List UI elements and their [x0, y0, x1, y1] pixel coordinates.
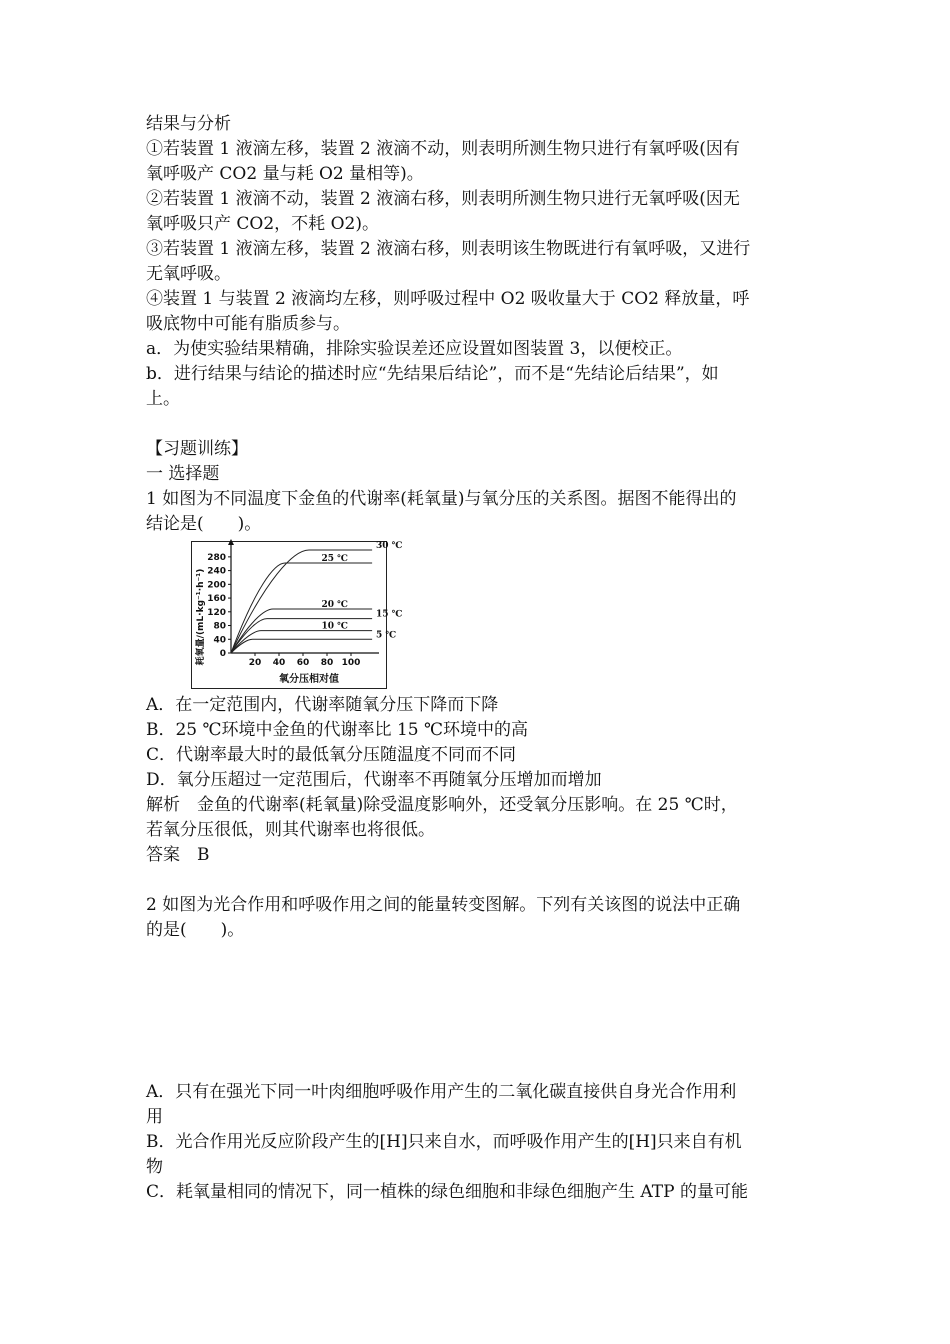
- question-2-option-b: B．光合作用光反应阶段产生的[H]只来自水，而呼吸作用产生的[H]只来自有机: [146, 1132, 742, 1152]
- exercise-subheading: 一 选择题: [146, 464, 220, 484]
- question-1-option-a: A．在一定范围内，代谢率随氧分压下降而下降: [146, 695, 499, 715]
- result-line: ③若装置 1 液滴左移，装置 2 液滴右移，则表明该生物既进行有氧呼吸，又进行: [146, 239, 751, 259]
- question-1-option-d: D．氧分压超过一定范围后，代谢率不再随氧分压增加而增加: [146, 770, 602, 790]
- y-tick-label: 80: [213, 621, 226, 632]
- result-line: 氧呼吸产 CO2 量与耗 O2 量相等)。: [146, 164, 424, 184]
- question-1-analysis: 解析 金鱼的代谢率(耗氧量)除受温度影响外，还受氧分压影响。在 25 ℃时，: [146, 795, 738, 815]
- y-tick-label: 240: [207, 566, 226, 577]
- y-tick-label: 120: [207, 607, 226, 618]
- question-2-stem: 的是( )。: [146, 920, 245, 940]
- x-axis-label: 氧分压相对值: [279, 674, 339, 685]
- result-line: 吸底物中可能有脂质参与。: [146, 314, 350, 334]
- question-2-option-a: A．只有在强光下同一叶肉细胞呼吸作用产生的二氧化碳直接供自身光合作用利: [146, 1082, 737, 1102]
- x-tick-label: 40: [272, 658, 286, 668]
- result-line: ①若装置 1 液滴左移，装置 2 液滴不动，则表明所测生物只进行有氧呼吸(因有: [146, 139, 740, 159]
- question-2-stem: 2 如图为光合作用和呼吸作用之间的能量转变图解。下列有关该图的说法中正确: [146, 895, 741, 915]
- series-label: 15 ℃: [376, 609, 403, 620]
- series-label: 20 ℃: [321, 600, 348, 611]
- question-1-stem: 1 如图为不同温度下金鱼的代谢率(耗氧量)与氧分压的关系图。据图不能得出的: [146, 489, 737, 509]
- x-tick-label: 100: [341, 658, 361, 668]
- series-label: 5 ℃: [376, 630, 397, 641]
- y-tick-label: 280: [207, 552, 226, 563]
- y-tick-label: 40: [213, 635, 226, 646]
- question-1-answer: 答案 B: [146, 845, 210, 865]
- y-axis-label: 耗氧量/(mL·kg⁻¹·h⁻¹): [196, 568, 206, 666]
- result-line: ②若装置 1 液滴不动，装置 2 液滴右移，则表明所测生物只进行无氧呼吸(因无: [146, 189, 740, 209]
- x-tick-label: 80: [320, 658, 334, 668]
- question-1-analysis: 若氧分压很低，则其代谢率也将很低。: [146, 820, 435, 840]
- y-tick-label: 160: [207, 594, 226, 605]
- result-line: 无氧呼吸。: [146, 264, 231, 284]
- section-heading: 结果与分析: [146, 114, 231, 134]
- chart-svg: [191, 541, 403, 689]
- question-1-stem: 结论是( )。: [146, 514, 262, 534]
- question-2-option-a-cont: 用: [146, 1107, 163, 1127]
- series-label: 25 ℃: [321, 554, 348, 565]
- series-label: 10 ℃: [321, 621, 348, 632]
- result-line: ④装置 1 与装置 2 液滴均左移，则呼吸过程中 O2 吸收量大于 CO2 释放量，呼: [146, 289, 750, 309]
- oxygen-consumption-chart: [191, 541, 403, 689]
- result-line: 氧呼吸只产 CO2，不耗 O2)。: [146, 214, 379, 234]
- question-2-option-b-cont: 物: [146, 1157, 163, 1177]
- document-page: [146, 112, 808, 1205]
- exercise-heading: 【习题训练】: [146, 439, 248, 459]
- result-line: a．为使实验结果精确，排除实验误差还应设置如图装置 3，以便校正。: [146, 339, 683, 359]
- question-1-option-c: C．代谢率最大时的最低氧分压随温度不同而不同: [146, 745, 517, 765]
- question-2-figure-placeholder: [146, 943, 808, 1080]
- series-label: 30 ℃: [376, 541, 403, 551]
- question-1-option-b: B．25 ℃环境中金鱼的代谢率比 15 ℃环境中的高: [146, 720, 529, 740]
- x-tick-label: 20: [248, 658, 262, 668]
- result-line: 上。: [146, 389, 180, 409]
- y-tick-label: 0: [219, 649, 226, 659]
- y-tick-label: 200: [207, 580, 226, 591]
- result-line: b．进行结果与结论的描述时应“先结果后结论”，而不是“先结论后结果”，如: [146, 364, 719, 384]
- question-2-option-c: C．耗氧量相同的情况下，同一植株的绿色细胞和非绿色细胞产生 ATP 的量可能: [146, 1182, 748, 1202]
- x-tick-label: 60: [296, 658, 310, 668]
